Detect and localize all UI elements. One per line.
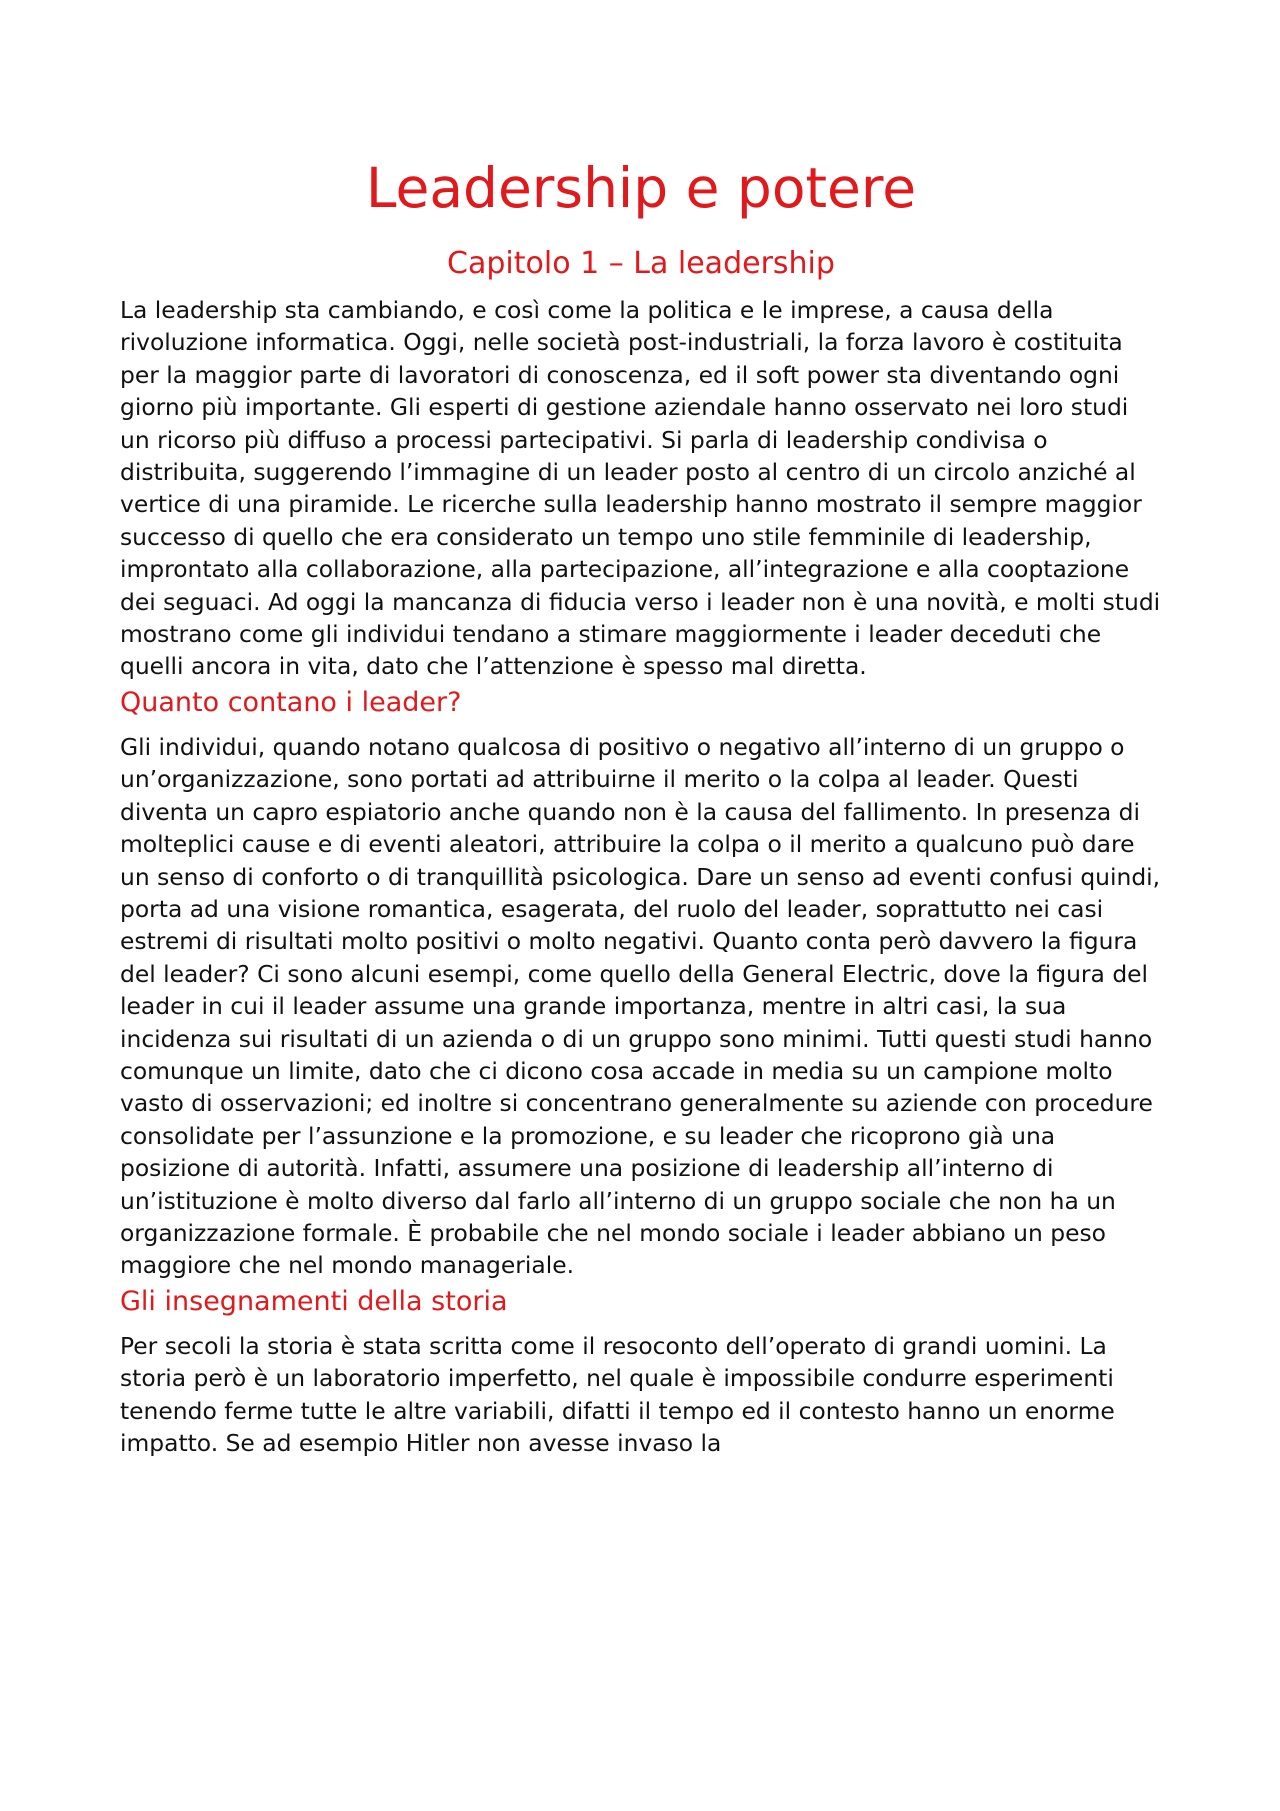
chapter-title: Capitolo 1 – La leadership (447, 246, 835, 281)
section-heading-insegnamenti-storia: Gli insegnamenti della storia (120, 1285, 508, 1317)
document-title: Leadership e potere (365, 156, 917, 220)
section-heading-quanto-contano: Quanto contano i leader? (120, 686, 462, 718)
section-paragraph-quanto-contano: Gli individui, quando notano qualcosa di positivo o negativo all’interno di un gruppo o un’organizzazione, sono portati ad attribuirne il merito o la colpa al leader. Questi diventa un capro espiatorio anche quando non è la causa del fallimento. In presenza di molteplici cause e di eventi aleatori, attribuire la colpa o il merito a qualcuno può dare un senso di conforto o di tranquillità psicologica. Dare un senso ad eventi confusi quindi, porta ad una visione romantica, esagerata, del ruolo del leader, soprattutto nei casi estremi di risultati molto positivi o molto negativi. Quanto conta però davvero la figura del leader? Ci sono alcuni esempi, come quello della General Electric, dove la figura del leader in cui il leader assume una grande importanza, mentre in altri casi, la sua incidenza sui risultati di un azienda o di un gruppo sono minimi. Tutti questi studi hanno comunque un limite, dato che ci dicono cosa accade in media su un campione molto vasto di osservazioni; ed inoltre si concentrano generalmente su aziende con procedure consolidate per l’assunzione e la promozione, e su leader che ricoprono già una posizione di autorità. Infatti, assumere una posizione di leadership all’interno di un’istituzione è molto diverso dal farlo all’interno di un gruppo sociale che non ha un organizzazione formale. È probabile che nel mondo sociale i leader abbiano un peso maggiore che nel mondo manageriale. (120, 732, 1161, 1280)
intro-paragraph: La leadership sta cambiando, e così come la politica e le imprese, a causa della rivoluzione informatica. Oggi, nelle società post-industriali, la forza lavoro è costituita per la maggior parte di lavoratori di conoscenza, ed il soft power sta diventando ogni giorno più importante. Gli esperti di gestione aziendale hanno osservato nei loro studi un ricorso più diffuso a processi partecipativi. Si parla di leadership condivisa o distribuita, suggerendo l’immagine di un leader posto al centro di un circolo anziché al vertice di una piramide. Le ricerche sulla leadership hanno mostrato il sempre maggior successo di quello che era considerato un tempo uno stile femminile di leadership, improntato alla collaborazione, alla partecipazione, all’integrazione e alla cooptazione dei seguaci. Ad oggi la mancanza di fiducia verso i leader non è una novità, e molti studi mostrano come gli individui tendano a stimare maggiormente i leader deceduti che quelli ancora in vita, dato che l’attenzione è spesso mal diretta. (120, 296, 1161, 681)
section-paragraph-insegnamenti-storia: Per secoli la storia è stata scritta come il resoconto dell’operato di grandi uomini. La storia però è un laboratorio imperfetto, nel quale è impossibile condurre esperimenti tenendo ferme tutte le altre variabili, difatti il tempo ed il contesto hanno un enorme impatto. Se ad esempio Hitler non avesse invaso la (120, 1331, 1115, 1457)
document-page (120, 148, 1162, 1459)
